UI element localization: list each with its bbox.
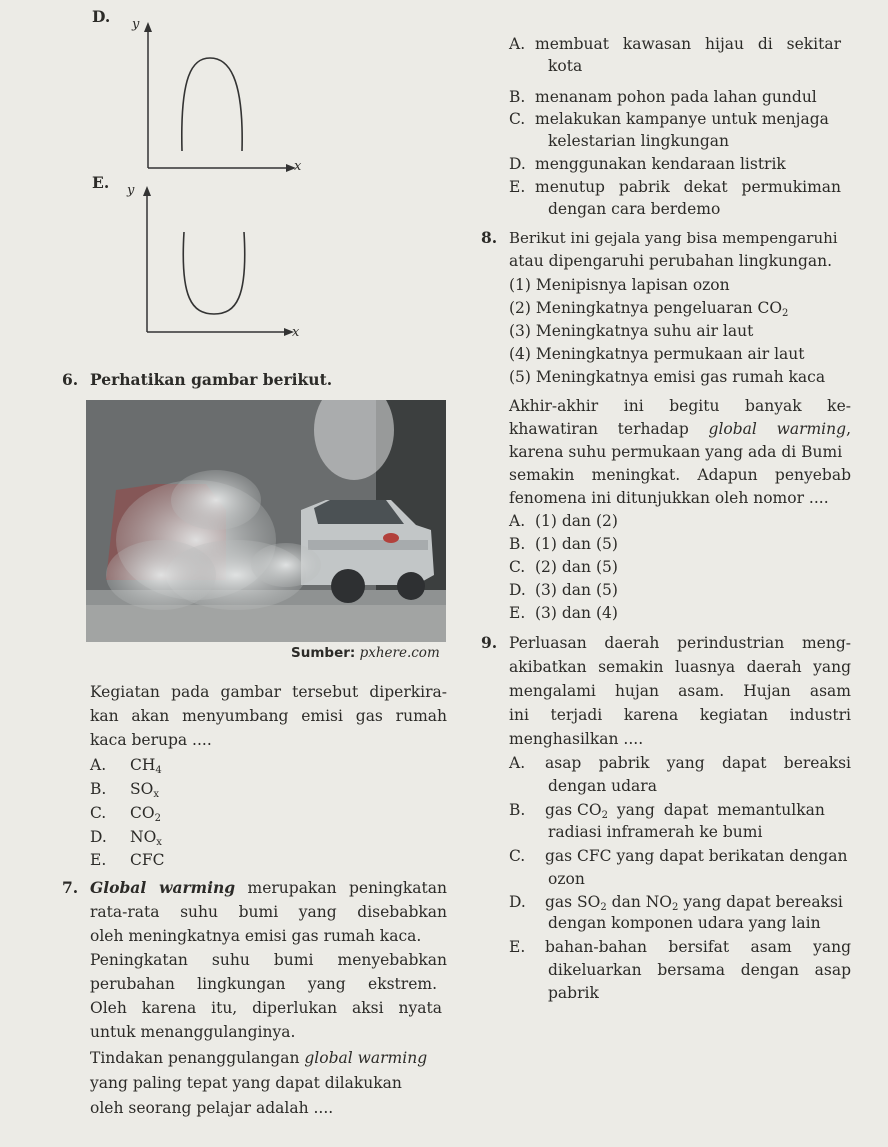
q8-stem-line-2: atau dipengaruhi perubahan lingkungan.	[509, 252, 833, 270]
q9-option-a-cont: dengan udara	[548, 777, 657, 795]
q8-item-3: (3) Meningkatnya suhu air laut	[509, 322, 754, 340]
graph-e	[92, 170, 322, 345]
q7-line-9: yang paling tepat yang dapat dilakukan	[90, 1074, 402, 1092]
graph-d-plot	[92, 6, 322, 181]
graph-e-x-axis-label: x	[292, 325, 300, 340]
prev-option-b: B. menanam pohon pada lahan gundul	[509, 88, 817, 106]
q6-option-a: A. $CH_4$	[90, 756, 162, 776]
q9-option-b-cont: radiasi inframerah ke bumi	[548, 823, 763, 841]
graph-e-y-axis-label: y	[127, 183, 135, 198]
q9-stem-line-2: akibatkan semakin luasnya daerah yang	[509, 658, 851, 676]
exhaust-smoke-photo	[86, 400, 446, 642]
prev-option-e: E. menutup pabrik dekat permukiman	[509, 178, 841, 196]
graph-d-y-arrow	[144, 22, 152, 32]
q9-number: 9.	[481, 633, 498, 652]
prev-option-c: C. melakukan kampanye untuk menjaga	[509, 110, 829, 128]
image-credit: Sumber: pxhere.com	[291, 645, 440, 661]
graph-e-plot	[92, 170, 322, 345]
q6-option-d: D. $NO_x$	[90, 828, 162, 848]
q9-option-d: D. gas $SO_2$ dan $NO_2$ yang dapat bereaksi	[509, 893, 843, 913]
q7-line-8: Tindakan penanggulangan global warming	[90, 1049, 428, 1067]
graph-d-y-axis-label: y	[132, 17, 140, 32]
graph-e-y-arrow	[143, 186, 151, 196]
q8-option-d: D. (3) dan (5)	[509, 581, 618, 599]
q6-stem-line-1: Kegiatan pada gambar tersebut diperkira-	[90, 683, 447, 701]
q6-option-e: E. CFC	[90, 851, 165, 869]
graph-e-label: E.	[92, 173, 110, 192]
q8-item-5: (5) Meningkatnya emisi gas rumah kaca	[509, 368, 826, 386]
q6-number: 6.	[62, 370, 79, 389]
prev-option-a-cont: kota	[548, 57, 583, 75]
graph-d	[92, 6, 322, 181]
q8-para-line-2: khawatiran terhadap global warming,	[509, 420, 851, 438]
q7-line-7: untuk menanggulanginya.	[90, 1023, 296, 1041]
q8-item-1: (1) Menipisnya lapisan ozon	[509, 276, 730, 294]
graph-d-curve	[182, 58, 242, 151]
q9-stem-line-3: mengalami hujan asam. Hujan asam	[509, 682, 851, 700]
q7-line-5: perubahan lingkungan yang ekstrem.	[90, 975, 437, 993]
q8-para-line-5: fenomena ini ditunjukkan oleh nomor ....	[509, 489, 829, 507]
graph-d-label: D.	[92, 7, 111, 26]
q9-stem-line-1: Perluasan daerah perindustrian meng-	[509, 634, 851, 652]
graph-e-curve	[183, 232, 245, 314]
prev-option-d: D. menggunakan kendaraan listrik	[509, 155, 786, 173]
q7-number: 7.	[62, 878, 79, 897]
q7-line-10: oleh seorang pelajar adalah ....	[90, 1099, 334, 1117]
q9-stem-line-4: ini terjadi karena kegiatan industri	[509, 706, 851, 724]
q6-option-b: B. $SO_x$	[90, 780, 159, 800]
q8-option-b: B. (1) dan (5)	[509, 535, 618, 553]
q8-option-c: C. (2) dan (5)	[509, 558, 618, 576]
q9-option-c-cont: ozon	[548, 870, 585, 888]
graph-d-x-axis-label: x	[294, 159, 302, 174]
q7-line-1: Global warming merupakan peningkatan	[90, 878, 447, 897]
q8-option-e: E. (3) dan (4)	[509, 604, 618, 622]
q8-item-2: (2) Meningkatnya pengeluaran $CO_2$	[509, 299, 789, 319]
q6-option-c: C. $CO_2$	[90, 804, 161, 824]
q6-prompt: Perhatikan gambar berikut.	[90, 370, 333, 389]
q9-option-d-cont: dengan komponen udara yang lain	[548, 914, 821, 932]
q9-option-c: C. gas CFC yang dapat berikatan dengan	[509, 847, 848, 865]
q8-para-line-4: semakin meningkat. Adapun penyebab	[509, 466, 851, 484]
q6-stem-line-3: kaca berupa ....	[90, 731, 212, 749]
q7-line-4: Peningkatan suhu bumi menyebabkan	[90, 951, 447, 969]
prev-option-c-cont: kelestarian lingkungan	[548, 132, 729, 150]
q8-number: 8.	[481, 228, 498, 247]
exhaust-smoke-illustration	[86, 400, 446, 642]
q8-option-a: A. (1) dan (2)	[509, 512, 618, 530]
q7-line-3: oleh meningkatnya emisi gas rumah kaca.	[90, 927, 422, 945]
q8-para-line-1: Akhir-akhir ini begitu banyak ke-	[509, 397, 851, 415]
q8-stem-line-1: Berikut ini gejala yang bisa mempengaruhi	[509, 229, 838, 247]
q6-stem-line-2: kan akan menyumbang emisi gas rumah	[90, 707, 447, 725]
q9-option-b: B. gas $CO_2$ yang dapat memantulkan	[509, 801, 825, 821]
q7-line-2: rata-rata suhu bumi yang disebabkan	[90, 903, 447, 921]
q7-line-6: Oleh karena itu, diperlukan aksi nyata	[90, 999, 442, 1017]
q9-option-e-cont-1: dikeluarkan bersama dengan asap	[548, 961, 851, 979]
q9-option-e: E. bahan-bahan bersifat asam yang	[509, 938, 851, 956]
q9-option-a: A. asap pabrik yang dapat bereaksi	[509, 754, 851, 772]
q9-stem-line-5: menghasilkan ....	[509, 730, 644, 748]
q8-para-line-3: karena suhu permukaan yang ada di Bumi	[509, 443, 843, 461]
q9-option-e-cont-2: pabrik	[548, 984, 599, 1002]
prev-option-a: A. membuat kawasan hijau di sekitar	[509, 35, 841, 53]
q8-item-4: (4) Meningkatnya permukaan air laut	[509, 345, 805, 363]
prev-option-e-cont: dengan cara berdemo	[548, 200, 721, 218]
